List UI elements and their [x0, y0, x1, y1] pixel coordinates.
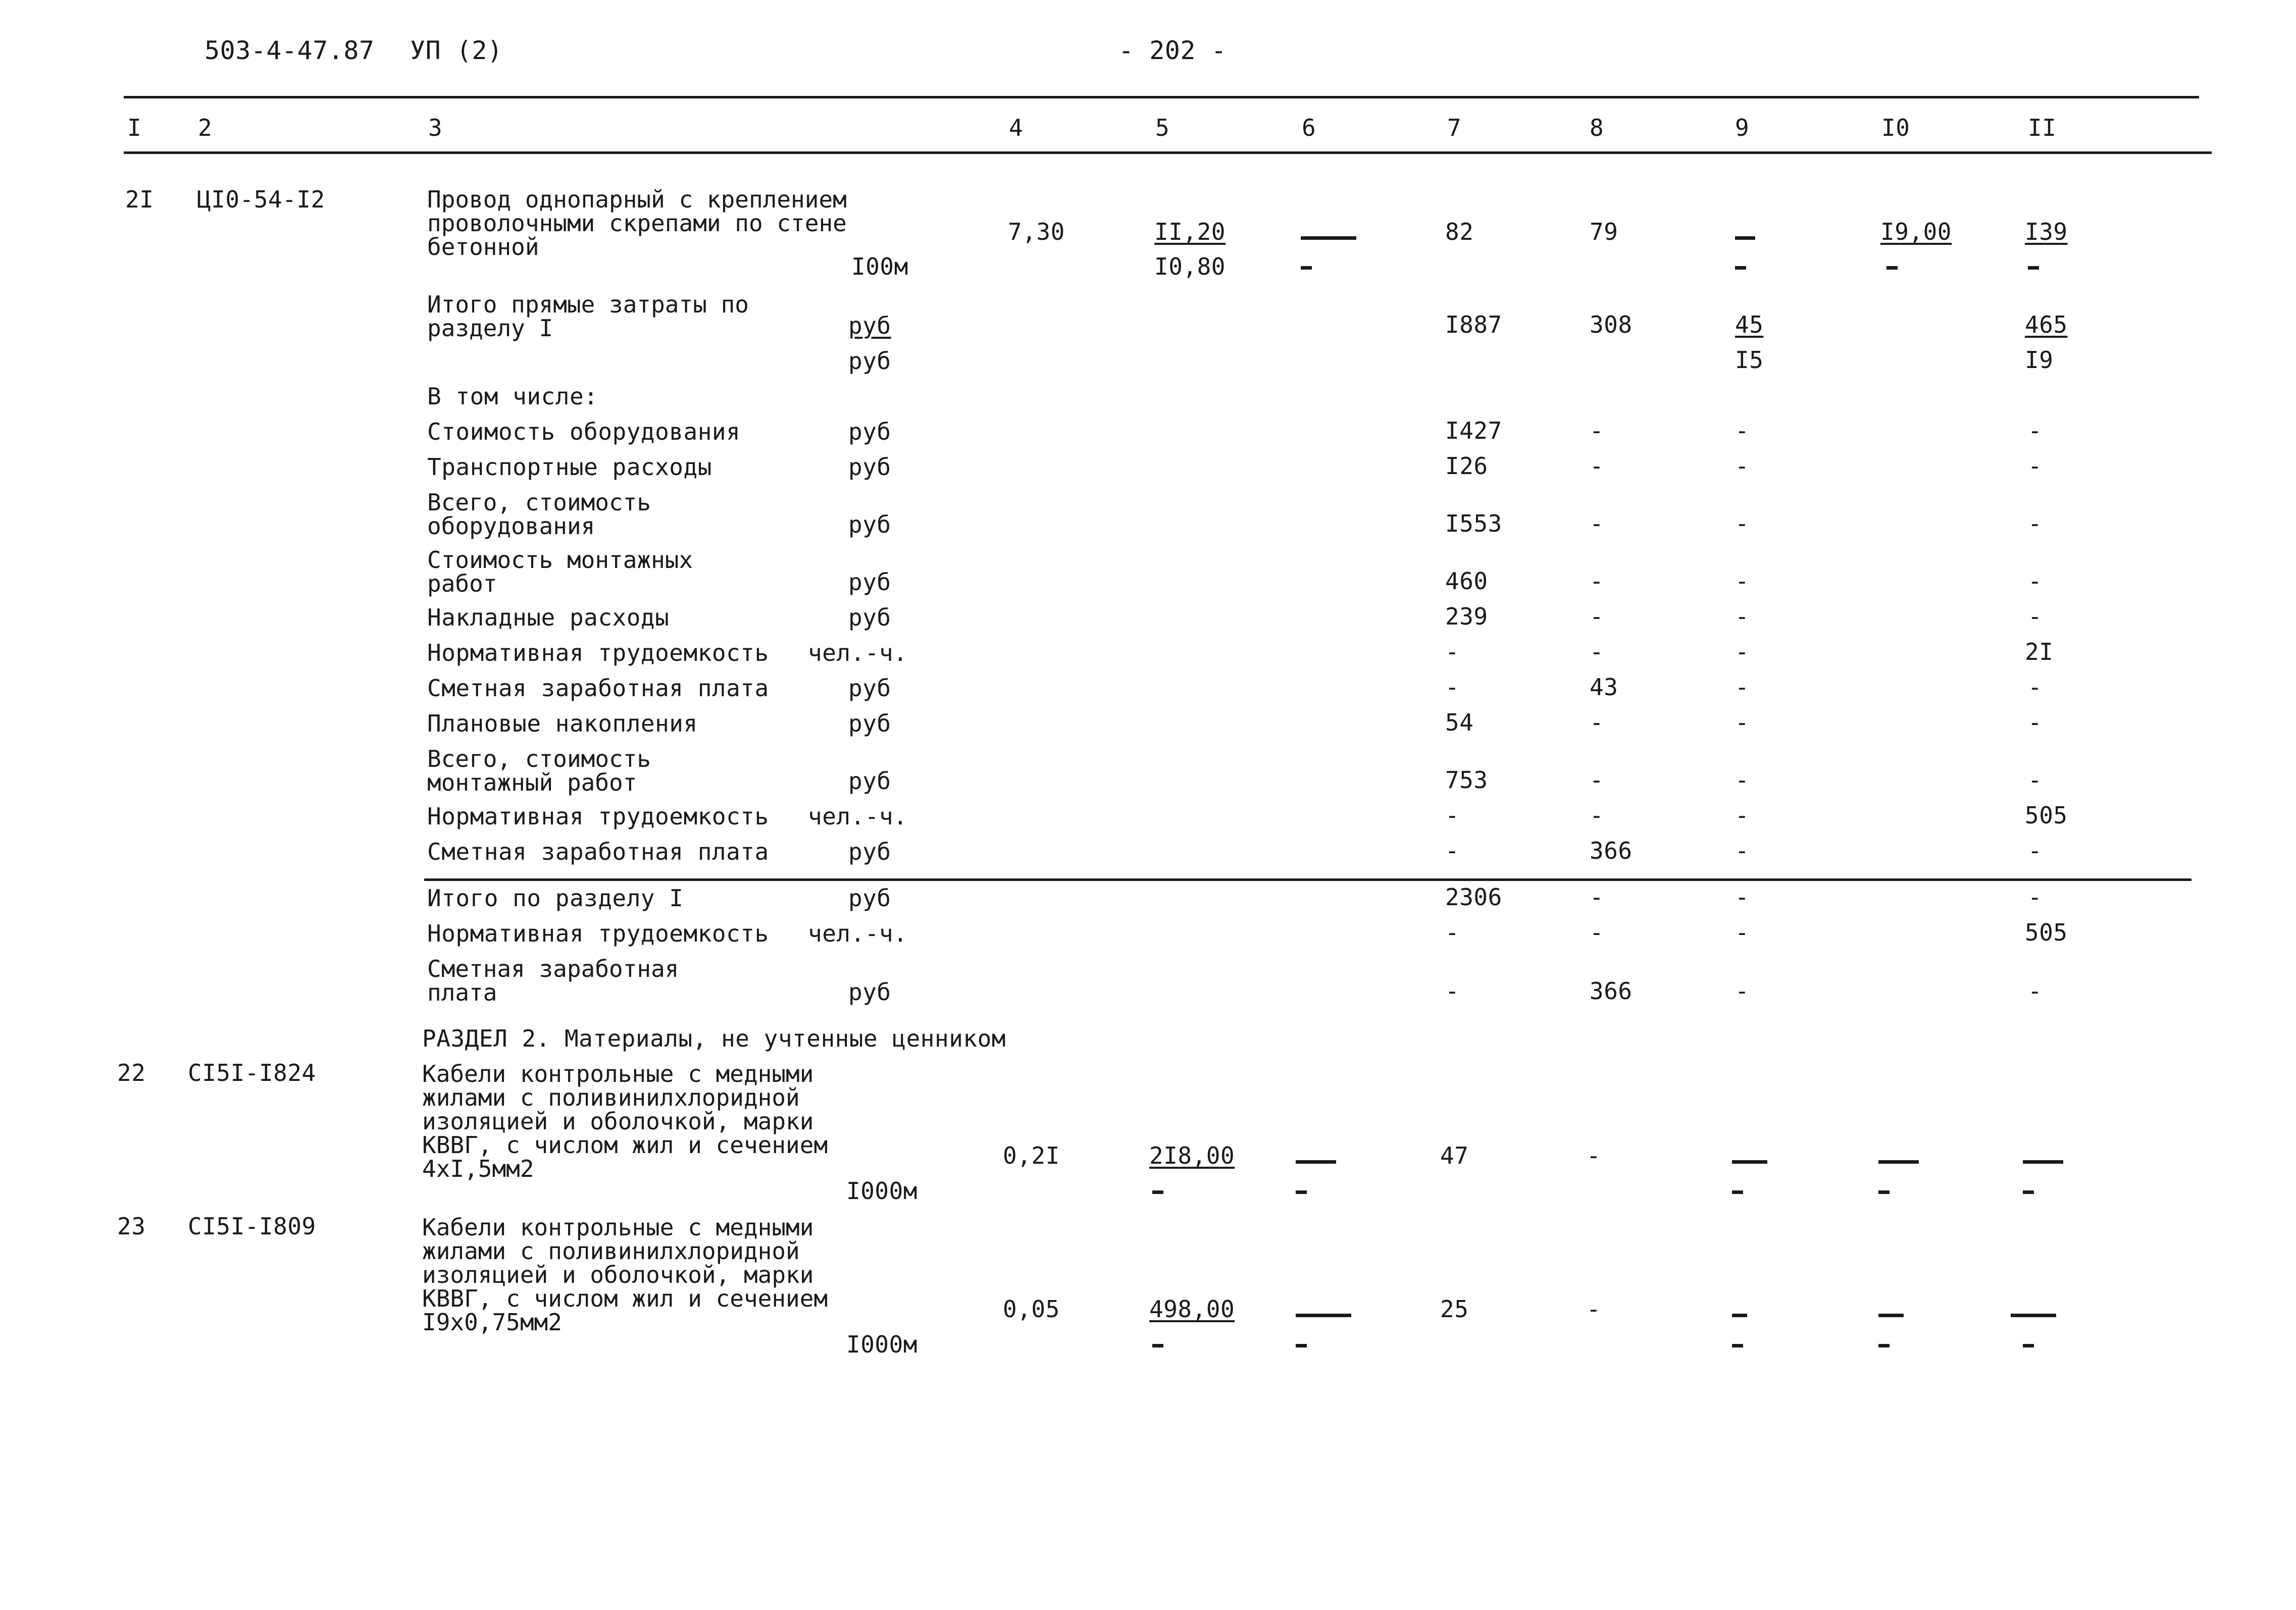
dash-mark: [2023, 1160, 2063, 1164]
cell-col8: -: [1587, 1142, 1601, 1169]
list-item-col9: -: [1735, 977, 1750, 1005]
list-item-col7: I553: [1445, 510, 1502, 537]
dash-mark: [1878, 1314, 1904, 1317]
list-item-col8: -: [1590, 766, 1604, 794]
list-item-label: Накладные расходы: [427, 604, 670, 631]
list-item-col8: -: [1590, 510, 1604, 537]
row-description: Провод однопарный с креплением проволочными скрепами по стене бетонной: [427, 186, 847, 261]
list-item-col9: -: [1735, 673, 1750, 701]
list-item-col7: -: [1445, 977, 1460, 1005]
table-top-rule: [124, 96, 2199, 98]
list-item-col11: -: [2028, 603, 2043, 630]
list-item-col7: I26: [1445, 452, 1488, 480]
row-code: CI5I-I809: [188, 1213, 316, 1240]
list-item-col7: -: [1445, 638, 1460, 665]
cell-col7: 82: [1445, 218, 1474, 245]
list-item-col9: -: [1735, 837, 1750, 864]
row-description: Кабели контрольные с медными жилами с поливинилхлоридной изоляцией и оболочкой, марки КВВГ, с числом жил и сечением 4хI,5мм2: [422, 1060, 828, 1182]
dash-mark: [1878, 1344, 1890, 1347]
list-item-label: Сметная заработная плата: [427, 955, 679, 1006]
table-header-rule: [124, 151, 2212, 154]
list-item-col7: -: [1445, 673, 1460, 701]
list-item-col11: -: [2028, 766, 2043, 794]
col-header: 7: [1447, 114, 1462, 141]
cell-col8: 79: [1590, 218, 1618, 245]
list-item-col7: -: [1445, 837, 1460, 864]
list-item-unit: руб: [848, 838, 891, 865]
list-item-col8: 43: [1590, 673, 1618, 701]
list-item-col8: -: [1590, 884, 1604, 911]
dash-mark: [1296, 1314, 1351, 1317]
list-item-col8: -: [1590, 709, 1604, 736]
list-item-label: Нормативная трудоемкость: [427, 803, 769, 830]
including-label: В том числе:: [427, 383, 598, 410]
dash-mark: [1735, 236, 1755, 240]
list-item-col11: -: [2028, 709, 2043, 736]
list-item-unit: чел.-ч.: [808, 920, 908, 947]
row-code: ЦI0-54-I2: [197, 186, 325, 213]
album-label: УП (2): [410, 36, 503, 65]
list-item-unit: руб: [848, 453, 891, 481]
list-item-col9: -: [1735, 452, 1750, 480]
list-item-col11: -: [2028, 837, 2043, 864]
list-item-col7: 753: [1445, 766, 1488, 794]
dash-mark: [1735, 266, 1746, 270]
cell-col4: 0,05: [1003, 1295, 1060, 1323]
list-item-col9: -: [1735, 603, 1750, 630]
dash-mark: [1878, 1160, 1919, 1164]
list-item-col8: -: [1590, 452, 1604, 480]
list-item-col7: -: [1445, 802, 1460, 829]
list-item-unit: руб: [848, 767, 891, 795]
list-item-label: Нормативная трудоемкость: [427, 639, 769, 666]
list-item-unit: руб: [848, 674, 891, 702]
list-item-col11: -: [2028, 452, 2043, 480]
row-unit: I00м: [851, 253, 908, 280]
doc-code: 503-4-47.87: [205, 36, 375, 65]
summary-unit-bottom: руб: [848, 347, 891, 375]
list-item-label: Всего, стоимость монтажный работ: [427, 745, 651, 796]
list-item-unit: руб: [848, 418, 891, 445]
cell-col4: 7,30: [1008, 218, 1065, 245]
list-item-col7: 239: [1445, 603, 1488, 630]
list-item-label: Стоимость оборудования: [427, 418, 741, 445]
list-item-col11: -: [2028, 417, 2043, 444]
list-item-col11: 2I: [2025, 638, 2054, 665]
list-item-label: Итого по разделу I: [427, 885, 684, 912]
dash-mark: [1732, 1160, 1767, 1164]
cell-col5-top: II,20: [1154, 218, 1226, 245]
list-item-col9: -: [1735, 417, 1750, 444]
row-description: Кабели контрольные с медными жилами с поливинилхлоридной изоляцией и оболочкой, марки КВВГ, с числом жил и сечением I9х0,75мм2: [422, 1214, 828, 1336]
list-item-unit: чел.-ч.: [808, 803, 908, 830]
list-item-col8: -: [1590, 603, 1604, 630]
row-number: 23: [117, 1213, 146, 1240]
list-item-unit: руб: [848, 511, 891, 538]
list-item-col8: 366: [1590, 837, 1632, 864]
dash-mark: [1886, 266, 1898, 270]
list-item-col7: 2306: [1445, 884, 1502, 911]
list-item-col9: -: [1735, 884, 1750, 911]
col-header: 8: [1590, 114, 1604, 141]
col-header: 6: [1302, 114, 1316, 141]
cell-col5: 2I8,00: [1149, 1142, 1235, 1169]
list-item-col9: -: [1735, 802, 1750, 829]
list-item-col8: -: [1590, 567, 1604, 595]
list-item-unit: руб: [848, 978, 891, 1006]
row-number: 22: [117, 1059, 146, 1086]
col-header: 5: [1155, 114, 1170, 141]
list-item-col8: -: [1590, 417, 1604, 444]
list-item-col7: I427: [1445, 417, 1502, 444]
list-item-col11: 505: [2025, 919, 2068, 946]
summary-col8: 308: [1590, 311, 1632, 338]
section-total-rule: [424, 878, 2191, 881]
list-item-label: Стоимость монтажных работ: [427, 546, 693, 597]
list-item-col7: -: [1445, 919, 1460, 946]
dash-mark: [1152, 1344, 1163, 1347]
dash-mark: [1301, 266, 1312, 270]
summary-col9-bottom: I5: [1735, 346, 1764, 374]
row-unit: I000м: [846, 1331, 917, 1358]
list-item-col11: 505: [2025, 802, 2068, 829]
dash-mark: [2023, 1190, 2034, 1194]
section-2-title: РАЗДЕЛ 2. Материалы, не учтенные ценником: [422, 1025, 1006, 1052]
cell-col5-bottom: I0,80: [1154, 253, 1226, 280]
cell-col11: I39: [2025, 218, 2068, 245]
list-item-unit: руб: [848, 568, 891, 596]
row-number: 2I: [125, 186, 154, 213]
dash-mark: [2023, 1344, 2034, 1347]
summary-label: Итого прямые затраты по разделу I: [427, 291, 749, 342]
dash-mark: [1152, 1190, 1163, 1194]
summary-unit-top: руб: [848, 312, 891, 339]
col-header: 2: [198, 114, 213, 141]
list-item-label: Сметная заработная плата: [427, 838, 769, 865]
cell-col7: 25: [1440, 1295, 1469, 1323]
cell-col7: 47: [1440, 1142, 1469, 1169]
list-item-label: Нормативная трудоемкость: [427, 920, 769, 947]
list-item-label: Плановые накопления: [427, 710, 698, 737]
list-item-col9: -: [1735, 510, 1750, 537]
list-item-col11: -: [2028, 673, 2043, 701]
dash-mark: [1732, 1190, 1743, 1194]
list-item-col8: 366: [1590, 977, 1632, 1005]
col-header: 4: [1009, 114, 1024, 141]
list-item-col9: -: [1735, 567, 1750, 595]
list-item-col9: -: [1735, 709, 1750, 736]
dash-mark: [1878, 1190, 1890, 1194]
col-header: 9: [1735, 114, 1750, 141]
summary-col11-bottom: I9: [2025, 346, 2054, 374]
list-item-col11: -: [2028, 884, 2043, 911]
summary-col11-top: 465: [2025, 311, 2068, 338]
dash-mark: [1296, 1344, 1307, 1347]
dash-mark: [1296, 1160, 1336, 1164]
list-item-col7: 460: [1445, 567, 1488, 595]
list-item-col11: -: [2028, 510, 2043, 537]
cell-col4: 0,2I: [1003, 1142, 1060, 1169]
col-header: I0: [1881, 114, 1910, 141]
dash-mark: [2028, 266, 2039, 270]
list-item-unit: чел.-ч.: [808, 639, 908, 666]
summary-col7: I887: [1445, 311, 1502, 338]
dash-mark: [1732, 1314, 1747, 1317]
list-item-col8: -: [1590, 802, 1604, 829]
list-item-col8: -: [1590, 919, 1604, 946]
list-item-col9: -: [1735, 638, 1750, 665]
list-item-col8: -: [1590, 638, 1604, 665]
dash-mark: [1296, 1190, 1307, 1194]
summary-col9-top: 45: [1735, 311, 1764, 338]
cell-col8: -: [1587, 1295, 1601, 1323]
dash-mark: [1732, 1344, 1743, 1347]
cell-col5: 498,00: [1149, 1295, 1235, 1323]
row-unit: I000м: [846, 1177, 917, 1205]
list-item-label: Транспортные расходы: [427, 453, 712, 481]
list-item-col9: -: [1735, 766, 1750, 794]
list-item-col11: -: [2028, 567, 2043, 595]
list-item-col11: -: [2028, 977, 2043, 1005]
list-item-unit: руб: [848, 604, 891, 631]
list-item-col7: 54: [1445, 709, 1474, 736]
dash-mark: [2011, 1314, 2056, 1317]
cell-col10: I9,00: [1880, 218, 1952, 245]
list-item-unit: руб: [848, 710, 891, 737]
list-item-label: Сметная заработная плата: [427, 674, 769, 702]
dash-mark: [1301, 236, 1356, 240]
row-code: CI5I-I824: [188, 1059, 316, 1086]
list-item-unit: руб: [848, 885, 891, 912]
col-header: II: [2028, 114, 2057, 141]
list-item-col9: -: [1735, 919, 1750, 946]
col-header: 3: [428, 114, 443, 141]
list-item-label: Всего, стоимость оборудования: [427, 489, 651, 540]
col-header: I: [127, 114, 142, 141]
page-number: - 202 -: [1118, 36, 1227, 65]
